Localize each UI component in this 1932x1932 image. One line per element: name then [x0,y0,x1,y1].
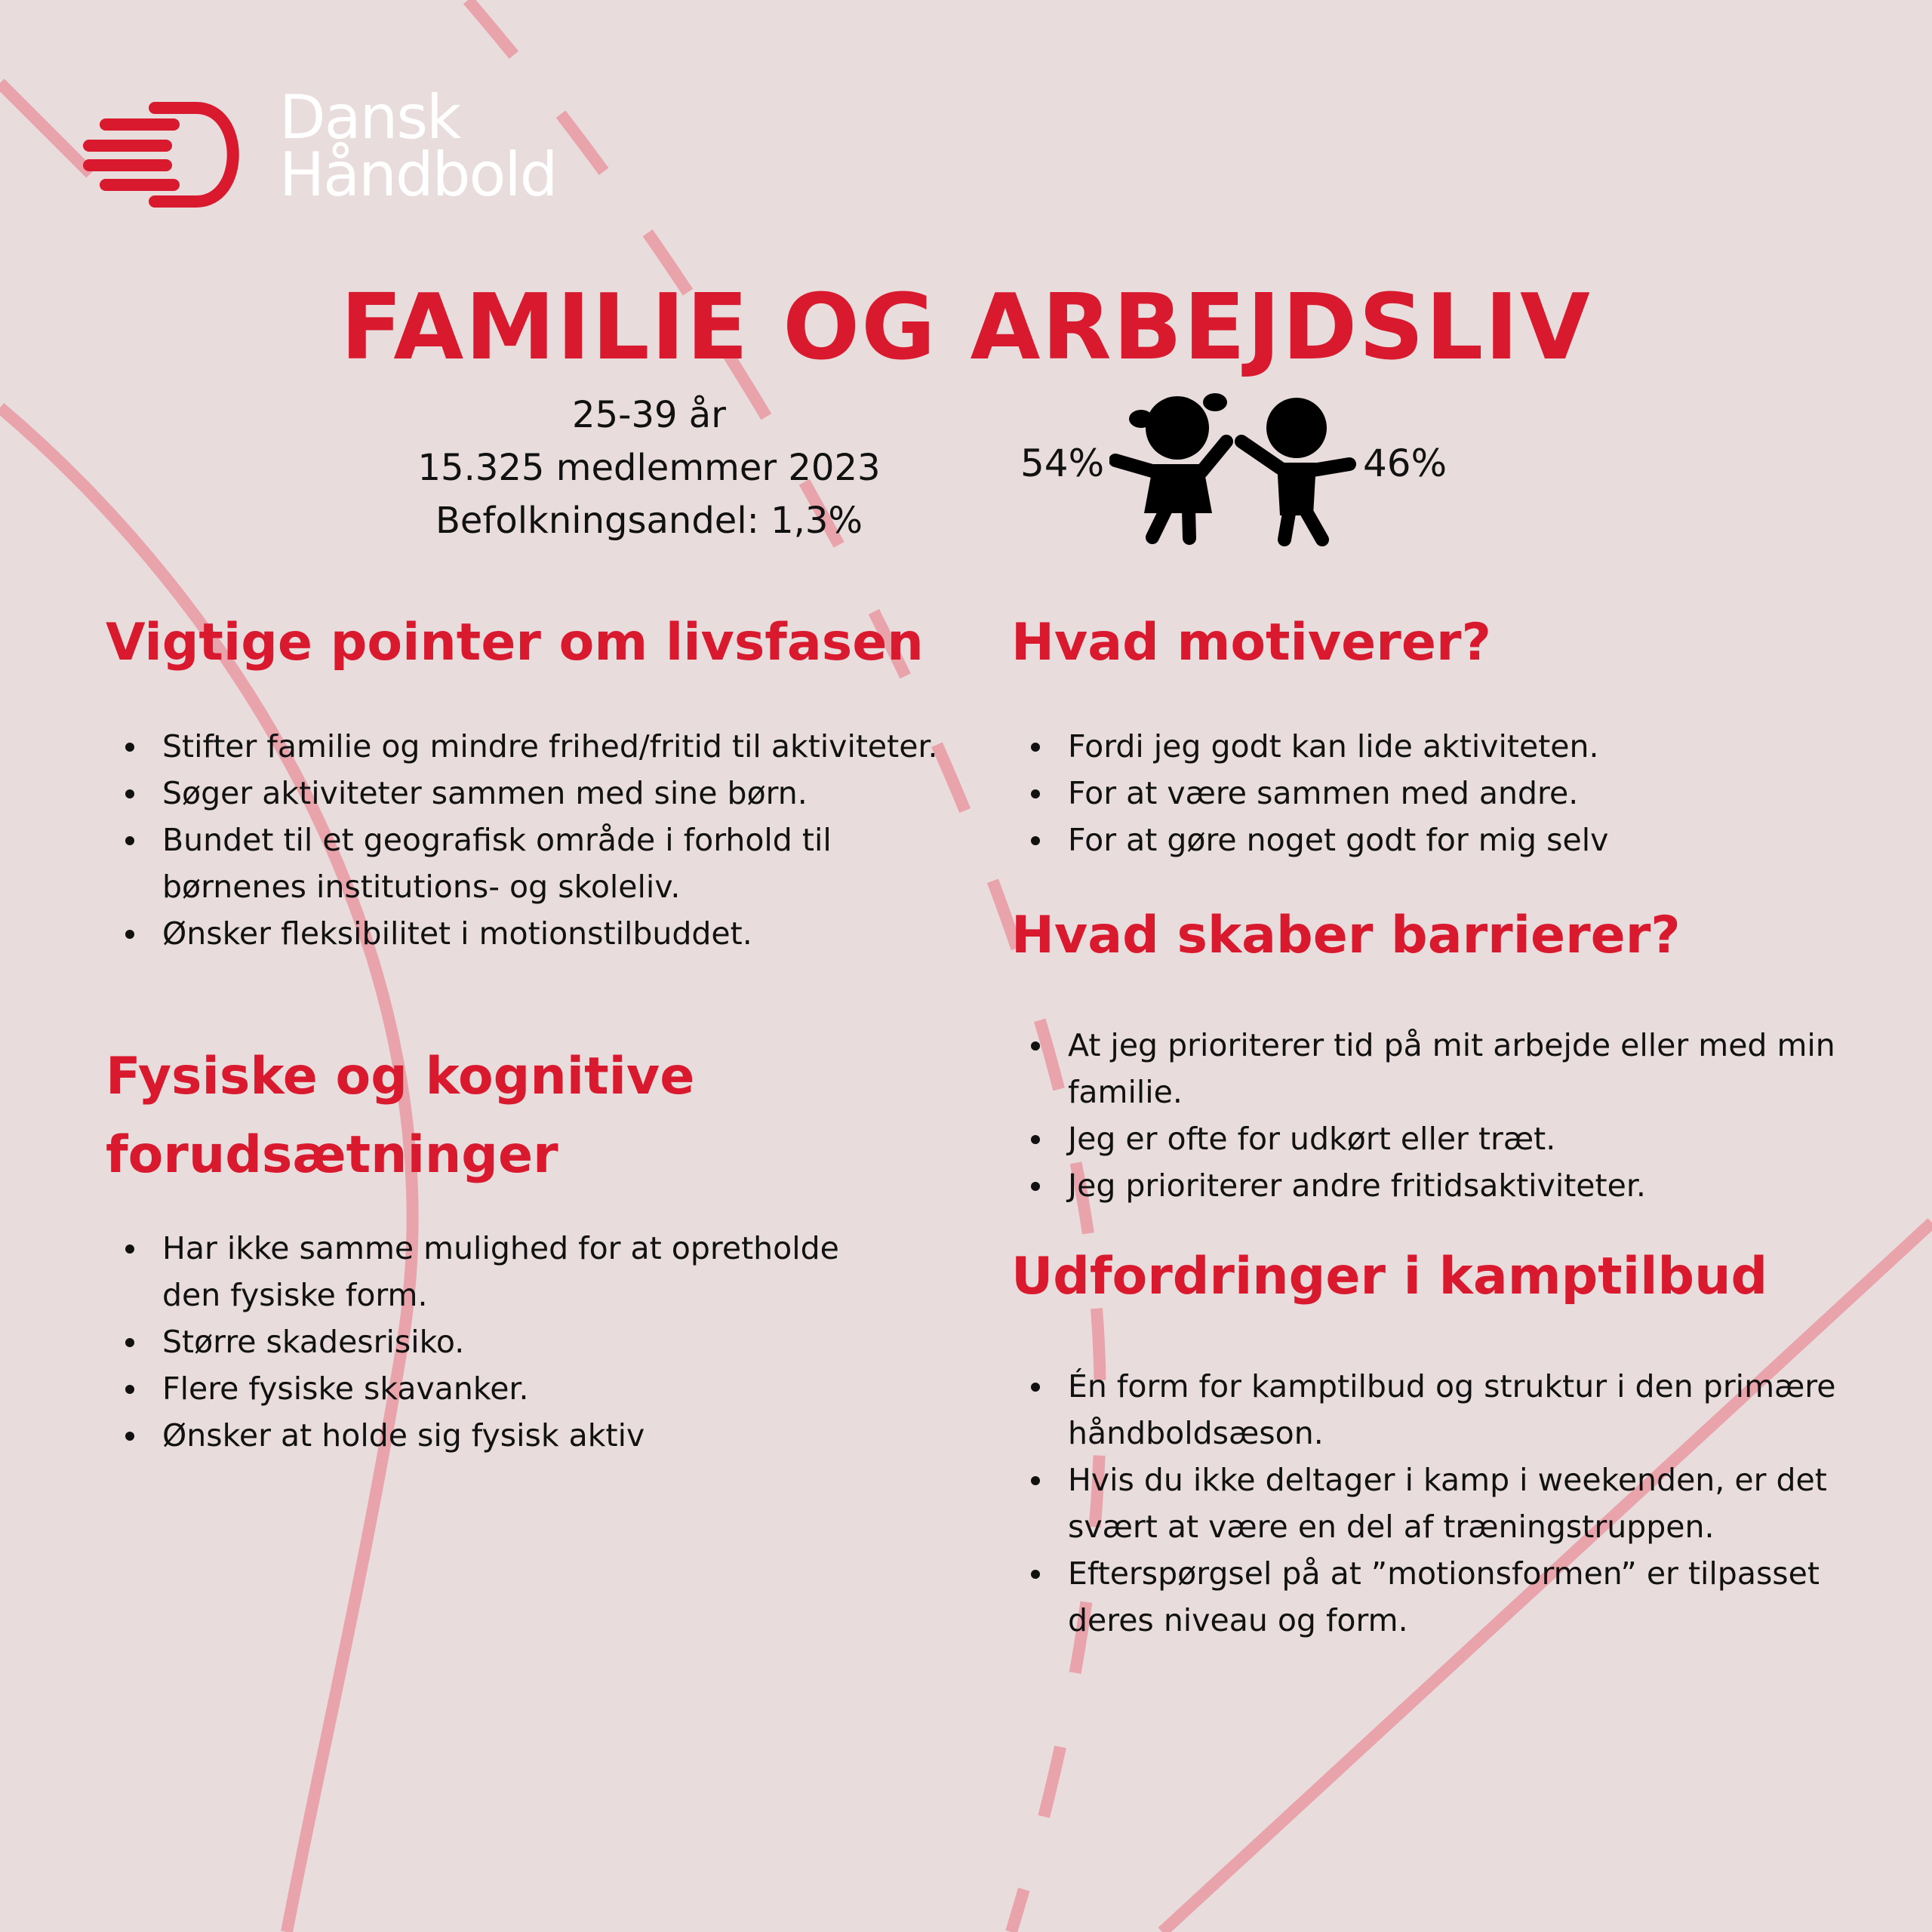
list-item: At jeg prioriterer tid på mit arbejde eller med min familie. [1011,1022,1879,1115]
list-item: Har ikke samme mulighed for at opretholde den fysiske form. [106,1225,860,1318]
court-line-top-left-diagonal [0,83,91,174]
age-range: 25-39 år [572,394,726,436]
list-item: Jeg prioriterer andre fritidsaktiviteter. [1011,1162,1879,1209]
bullet-list [1011,1363,1879,1644]
girl-icon [1115,393,1227,538]
section-motivation [1011,604,1841,863]
list-item: Større skadesrisiko. [106,1318,860,1365]
section-heading: Hvad skaber barrierer? [1011,906,1681,965]
list-item: Søger aktiviteter sammen med sine børn. [106,770,966,817]
member-count: 15.325 medlemmer 2023 [417,447,881,489]
brand-line-1: Dansk [279,82,460,152]
dansk-handbold-logo-icon [83,94,249,215]
boy-icon [1241,398,1349,540]
list-item: Stifter familie og mindre frihed/fritid til aktiviteter. [106,723,966,770]
bullet-list [106,1225,860,1459]
section-heading: Udfordringer i kamptilbud [1011,1247,1768,1306]
boys-percentage: 46% [1363,441,1447,485]
list-item: Ønsker at holde sig fysisk aktiv [106,1412,860,1459]
list-item: Flere fysiske skavanker. [106,1365,860,1412]
list-item: Jeg er ofte for udkørt eller træt. [1011,1115,1879,1162]
bullet-list [1011,723,1841,863]
section-physical [106,1038,860,1459]
section-heading: Vigtige pointer om livsfasen [106,613,924,672]
stats-block [400,389,898,547]
list-item: Bundet til et geografisk område i forhold til børnenes institutions- og skoleliv. [106,817,966,910]
list-item: For at gøre noget godt for mig selv [1011,817,1841,863]
brand-line-2: Håndbold [279,140,557,210]
list-item: For at være sammen med andre. [1011,770,1841,817]
section-challenges [1011,1238,1879,1644]
list-item: Én form for kamptilbud og struktur i den primære håndboldsæson. [1011,1363,1879,1457]
list-item: Efterspørgsel på at ”motionsformen” er tilpasset deres niveau og form. [1011,1550,1879,1644]
section-barriers [1011,897,1879,1209]
list-item: Ønsker fleksibilitet i motionstilbuddet. [106,910,966,957]
section-heading: Fysiske og kognitive forudsætninger [106,1047,695,1185]
list-item: Fordi jeg godt kan lide aktiviteten. [1011,723,1841,770]
girls-percentage: 54% [1020,441,1105,485]
brand-wordmark [279,82,557,210]
list-item: Hvis du ikke deltager i kamp i weekenden, er det svært at være en del af træningstruppen. [1011,1457,1879,1550]
section-key-points [106,604,966,957]
bullet-list [106,723,966,957]
bullet-list [1011,1022,1879,1209]
kids-icons [1109,389,1358,551]
population-share: Befolkningsandel: 1,3% [435,500,863,542]
page-title: FAMILIE OG ARBEJDSLIV [340,275,1592,380]
section-heading: Hvad motiverer? [1011,613,1491,672]
